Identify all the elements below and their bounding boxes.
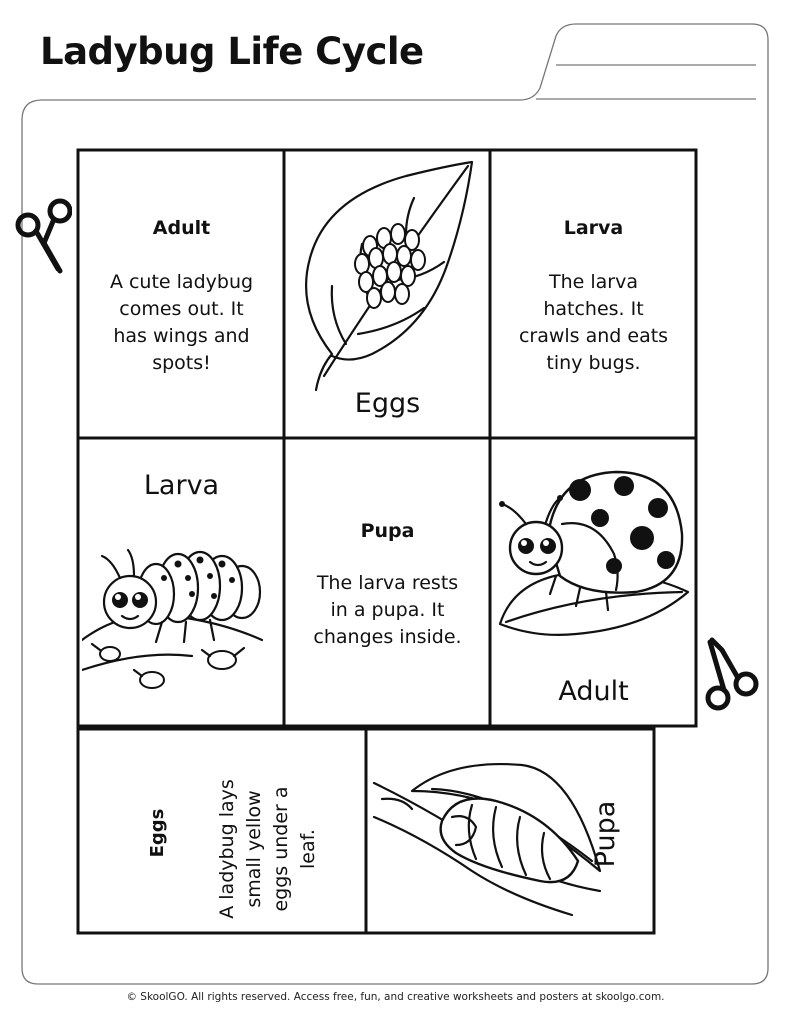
ladybug-on-leaf-icon bbox=[496, 464, 692, 644]
description-line: A cute ladybug bbox=[109, 271, 254, 293]
card-description bbox=[214, 759, 322, 939]
scissors-icon bbox=[702, 636, 762, 716]
description-line: in a pupa. It bbox=[330, 599, 445, 621]
page-title: Ladybug Life Cycle bbox=[40, 30, 424, 73]
card-label: Pupa bbox=[590, 800, 621, 868]
scissors-icon bbox=[14, 195, 72, 275]
card-heading: Larva bbox=[563, 217, 624, 239]
card-heading: Adult bbox=[152, 217, 211, 239]
card-label: Larva bbox=[143, 470, 220, 501]
description-line: hatches. It bbox=[543, 298, 644, 320]
egg-cluster-on-leaf-icon bbox=[296, 158, 481, 398]
description-line: crawls and eats bbox=[518, 325, 669, 347]
card-pupa-text bbox=[286, 440, 489, 725]
description-line: The larva bbox=[549, 271, 638, 293]
card-eggs-picture bbox=[286, 152, 489, 437]
description-line: A ladybug lays bbox=[216, 779, 238, 919]
description-line: spots! bbox=[152, 352, 211, 374]
description-line: tiny bugs. bbox=[546, 352, 641, 374]
card-description bbox=[500, 269, 687, 377]
larva-with-aphids-icon bbox=[82, 530, 280, 702]
card-label: Adult bbox=[558, 676, 629, 707]
card-adult-text bbox=[80, 152, 283, 437]
card-label: Eggs bbox=[354, 388, 421, 419]
description-line: comes out. It bbox=[119, 298, 244, 320]
description-line: changes inside. bbox=[313, 626, 462, 648]
card-larva-picture bbox=[80, 440, 283, 725]
description-line: small yellow bbox=[243, 790, 265, 908]
description-line: has wings and bbox=[113, 325, 250, 347]
card-heading: Eggs bbox=[147, 808, 168, 858]
card-description bbox=[88, 269, 275, 377]
card-eggs-text bbox=[80, 731, 365, 932]
card-adult-picture bbox=[492, 440, 695, 725]
card-larva-text bbox=[492, 152, 695, 437]
pupa-on-branch-icon bbox=[372, 761, 602, 921]
card-description bbox=[294, 570, 481, 651]
card-pupa-picture bbox=[368, 731, 653, 932]
description-line: leaf. bbox=[297, 829, 319, 869]
copyright-footer: © SkoolGO. All rights reserved. Access free, fun, and creative worksheets and posters at skoolgo.com. bbox=[126, 991, 665, 1003]
card-heading: Pupa bbox=[360, 520, 415, 542]
description-line: The larva rests bbox=[316, 572, 459, 594]
description-line: eggs under a bbox=[270, 786, 292, 912]
